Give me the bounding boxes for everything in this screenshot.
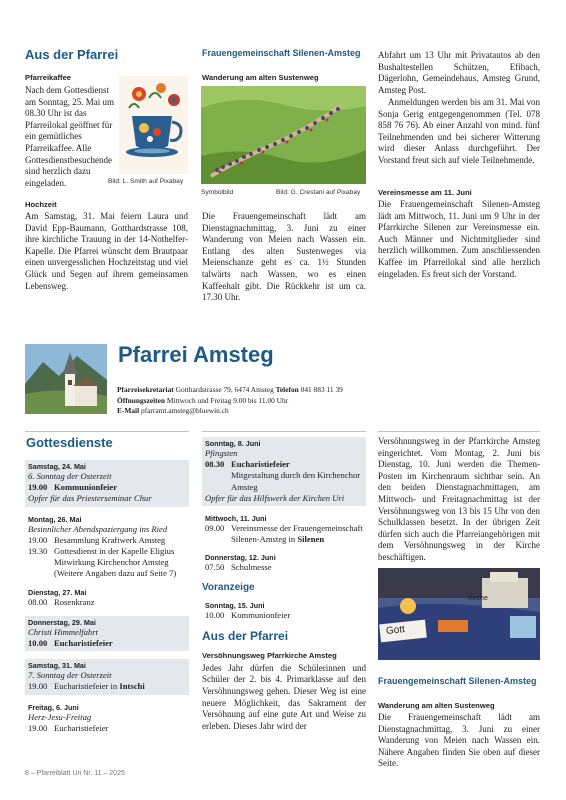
schedule-block-so8 — [202, 437, 366, 506]
schedule-block-mi11 — [202, 514, 366, 545]
versoehnungsweg-title: Versöhnungsweg Pfarrkirche Amsteg — [202, 650, 337, 660]
schedule-block-do12 — [202, 553, 366, 573]
time: 19.00 — [28, 482, 48, 493]
time: 10.00 — [28, 638, 48, 649]
aus-der-pfarrei-heading-2: Aus der Pfarrei — [202, 628, 289, 643]
hochzeit-title: Hochzeit — [25, 200, 57, 209]
sekretariat-address: Gotthardstrasse 79, 6474 Amsteg — [175, 385, 274, 394]
schedule-block-sa24 — [25, 460, 189, 507]
time: 08.30 — [205, 459, 225, 470]
day-label: Montag, 26. Mai — [28, 514, 82, 524]
email-address[interactable]: pfarramt.amsteg@bluewin.ch — [141, 406, 229, 415]
versoehnungsweg-photo — [378, 568, 540, 660]
versoehnungsweg-text-continued: Versöhnungsweg in der Pfarrkirche Amsteg eingerichtet. Vom Montag, 2. Juni bis Dienstag, 10. Juni werden die Themen-Posten im Kirchenraum sichtbar sein. An den beiden Dienstagnachmittagen, am Mittwoch- und Freitagnachmittag ist der Versöhnungsweg von 13 bis 15 Uhr von den Schulklassen besetzt. In der übrigen Zeit dürfen sich auch die Pfarreiangehörigen mit dem Versöhnungsweg in der Kirche beschäftigen. — [378, 436, 540, 562]
time: 19.30 — [28, 546, 48, 557]
gottesdienste-heading: Gottesdienste — [26, 435, 113, 450]
day-subtitle: Christi Himmelfahrt — [25, 627, 189, 638]
schedule-block-mo26 — [25, 515, 189, 580]
anmeldung-text: Anmeldungen werden bis am 31. Mai von Sonja Gerig entgegengenommen (Tel. 078 858 76 76). Ab einer Anzahl von mind. fünf Teilnehmenden und bei sicherer Witterung wird dieser Anlass durchgeführt. Der Vorstand freut sich auf viele Teilnehmende. — [378, 97, 540, 165]
frauengemeinschaft-heading-bottom: Frauengemeinschaft Silenen-Amsteg — [378, 676, 537, 686]
time: 19.00 — [28, 681, 48, 692]
hochzeit-text: Am Samstag, 31. Mai feiern Laura und David Epp-Baumann, Gotthardstrasse 108, ihre kirchliche Trauung in der 14-Nothelfer-Kapelle. Die Pfarrei wünscht dem Brautpaar einen unvergesslichen Hochzeitstag und viel Glück und Segen auf ihrem gemeinsamen Lebensweg. — [25, 211, 188, 291]
day-subtitle: Pfingsten — [202, 448, 366, 459]
time: 09.00 — [205, 523, 225, 534]
voranzeige-heading: Voranzeige — [202, 581, 255, 593]
pfarreikaffee-credit: Bild: L. Smith auf Pixabay — [108, 178, 184, 185]
event: Eucharistiefeier — [54, 638, 113, 649]
heading-aus-der-pfarrei: Aus der Pfarrei — [25, 47, 119, 62]
telefon-label: Telefon — [275, 385, 299, 394]
email-label: E-Mail — [117, 406, 140, 415]
heading-frauengemeinschaft: Frauengemeinschaft Silenen-Amsteg — [202, 48, 361, 58]
vereinsmesse-title: Vereinsmesse am 11. Juni — [378, 188, 472, 197]
oeffnung-text: Mittwoch und Freitag 9.00 bis 11.00 Uhr — [166, 395, 289, 405]
coffee-cup-illustration — [119, 76, 188, 174]
pfarreikaffee-title: Pfarreikaffee — [25, 73, 72, 82]
time: 07.50 — [205, 562, 225, 573]
event: Vereinsmesse der Frauengemeinschaft Silenen-Amsteg in — [231, 523, 363, 545]
vereinsmesse-text: Die Frauengemeinschaft Silenen-Amsteg lädt am Mittwoch, 11. Juni um 9 Uhr in der Pfarrkirche Silenen zur Vereinsmesse ein. Auch Männer und Nichtmitglieder sind herzlich willkommen. Zum anschliessenden Kaffee im Pfarreilokal sind alle herzlich eingeladen. Es freut sich der Vorstand. — [378, 199, 540, 279]
wanderung-text: Die Frauengemeinschaft lädt am Dienstagnachmittag, 3. Juni zu einer Wanderung von Meien nach Wassen ein. Entlang des alten Sustenweges via Meienschanze geht es ca. 1½ Stunden talwärts nach Wassen, wo es einen Kaffeehalt gibt. Die Rückkehr ist um ca. 17.30 Uhr. — [202, 211, 366, 303]
day-label: Dienstag, 27. Mai — [28, 587, 87, 597]
wanderung-subtitle: Wanderung am alten Sustenweg — [202, 73, 319, 82]
event: Gottesdienst in der Kapelle Eligius Mitwirkung Kirchenchor Amsteg — [54, 546, 175, 568]
abfahrt-text: Abfahrt um 13 Uhr mit Privatautos ab den Bushaltestellen Schützen, Efibach, Dägerlohn, Gemeindehaus, Amsteg Grund, Amsteg Post. — [378, 50, 540, 95]
photo-label-gott: Gott — [385, 624, 406, 637]
event: Kommunionfeier — [231, 609, 291, 620]
contact-block — [117, 385, 377, 417]
hiking-photo — [201, 86, 366, 184]
page-footer: 8 – Pfarreiblatt Uri Nr. 11 – 2025 — [25, 770, 125, 777]
pfarrei-amsteg-title: Pfarrei Amsteg — [118, 342, 274, 367]
church-photo — [25, 344, 107, 414]
day-label: Mittwoch, 11. Juni — [205, 514, 267, 524]
day-label: Donnerstag, 12. Juni — [205, 553, 276, 563]
day-label: Freitag, 6. Juni — [28, 702, 79, 712]
sekretariat-label: Pfarreisekretariat — [117, 385, 174, 394]
pfarreikaffee-text: Nach dem Gottesdienst am Sonntag, 25. Mai um 08.30 Uhr ist das Pfarreilokal geöffnet für ein gemütliches Pfarreikaffee. Alle Gottesdienstbesuchende sind herzlich dazu eingeladen. — [25, 85, 114, 188]
schedule-block-do29 — [25, 616, 189, 651]
opfer: Opfer für das Hilfswerk der Kirchen Uri — [202, 493, 366, 506]
event: Schulmesse — [231, 562, 272, 573]
event-note: (Weitere Angaben dazu auf Seite 7) — [54, 568, 177, 579]
versoehnungsweg-text: Jedes Jahr dürfen die Schülerinnen und Schüler der 2. bis 4. Primarklasse auf den Versöhnungsweg gehen. Dieser Weg ist eine neuere Möglichkeit, das Sakrament der Versöhnung auf eine gute Art und Weise zu erleben. Dieses Jahr wird der — [202, 662, 366, 731]
day-subtitle: Herz-Jesu-Freitag — [28, 711, 92, 722]
wanderung-subtitle-bottom: Wanderung am alten Sustenweg — [378, 701, 495, 710]
schedule-col2 — [202, 437, 366, 732]
oeffnung-label: Öffnungszeiten — [117, 395, 166, 405]
schedule-block-sa31 — [25, 659, 189, 694]
event-detail: Mitgestaltung durch den Kirchenchor Amsteg — [202, 470, 366, 492]
time: 19.00 — [28, 722, 48, 733]
event-location: Intschi — [119, 681, 145, 692]
schedule-block-fr6 — [25, 703, 189, 734]
event: Eucharistiefeier — [231, 459, 290, 470]
opfer: Opfer für das Priesterseminar Chur — [25, 493, 189, 506]
photo-caption-left: Symbolbild — [201, 189, 234, 196]
day-subtitle: 7. Sonntag der Osterzeit — [25, 670, 189, 681]
day-subtitle: 6. Sonntag der Osterzeit — [25, 471, 189, 482]
photo-caption-right: Bild: G. Crestani auf Pixabay — [276, 189, 361, 196]
day-label: Samstag, 31. Mai — [25, 659, 189, 670]
schedule-block-di27 — [25, 588, 189, 608]
photo-label-kirche: Kirche — [468, 595, 488, 602]
telefon-number: 041 883 11 39 — [300, 385, 343, 394]
day-label: Sonntag, 15. Juni — [205, 600, 265, 610]
schedule-block-so15 — [202, 601, 366, 621]
day-subtitle: Besinnlicher Abendspaziergang ins Ried — [28, 523, 168, 534]
day-label: Samstag, 24. Mai — [25, 460, 189, 471]
event-location: Silenen — [297, 534, 325, 545]
time: 08.00 — [28, 596, 48, 607]
wanderung-text-bottom: Die Frauengemeinschaft lädt am Dienstagnachmittag, 3. Juni zu einer Wanderung von Meien nach Wassen ein. Nähere Angaben finden Sie oben auf dieser Seite. — [378, 712, 540, 769]
schedule-col1 — [25, 460, 189, 742]
event: Besammlung Kraftwerk Amsteg — [54, 534, 166, 545]
time: 10.00 — [205, 609, 225, 620]
day-label: Donnerstag, 29. Mai — [25, 616, 189, 627]
event: Eucharistiefeier in — [54, 681, 120, 692]
day-label: Sonntag, 8. Juni — [202, 437, 366, 448]
event: Rosenkranz — [54, 596, 95, 607]
time: 19.00 — [28, 534, 48, 545]
event: Kommunionfeier — [54, 482, 118, 493]
event: Eucharistiefeier — [54, 722, 109, 733]
